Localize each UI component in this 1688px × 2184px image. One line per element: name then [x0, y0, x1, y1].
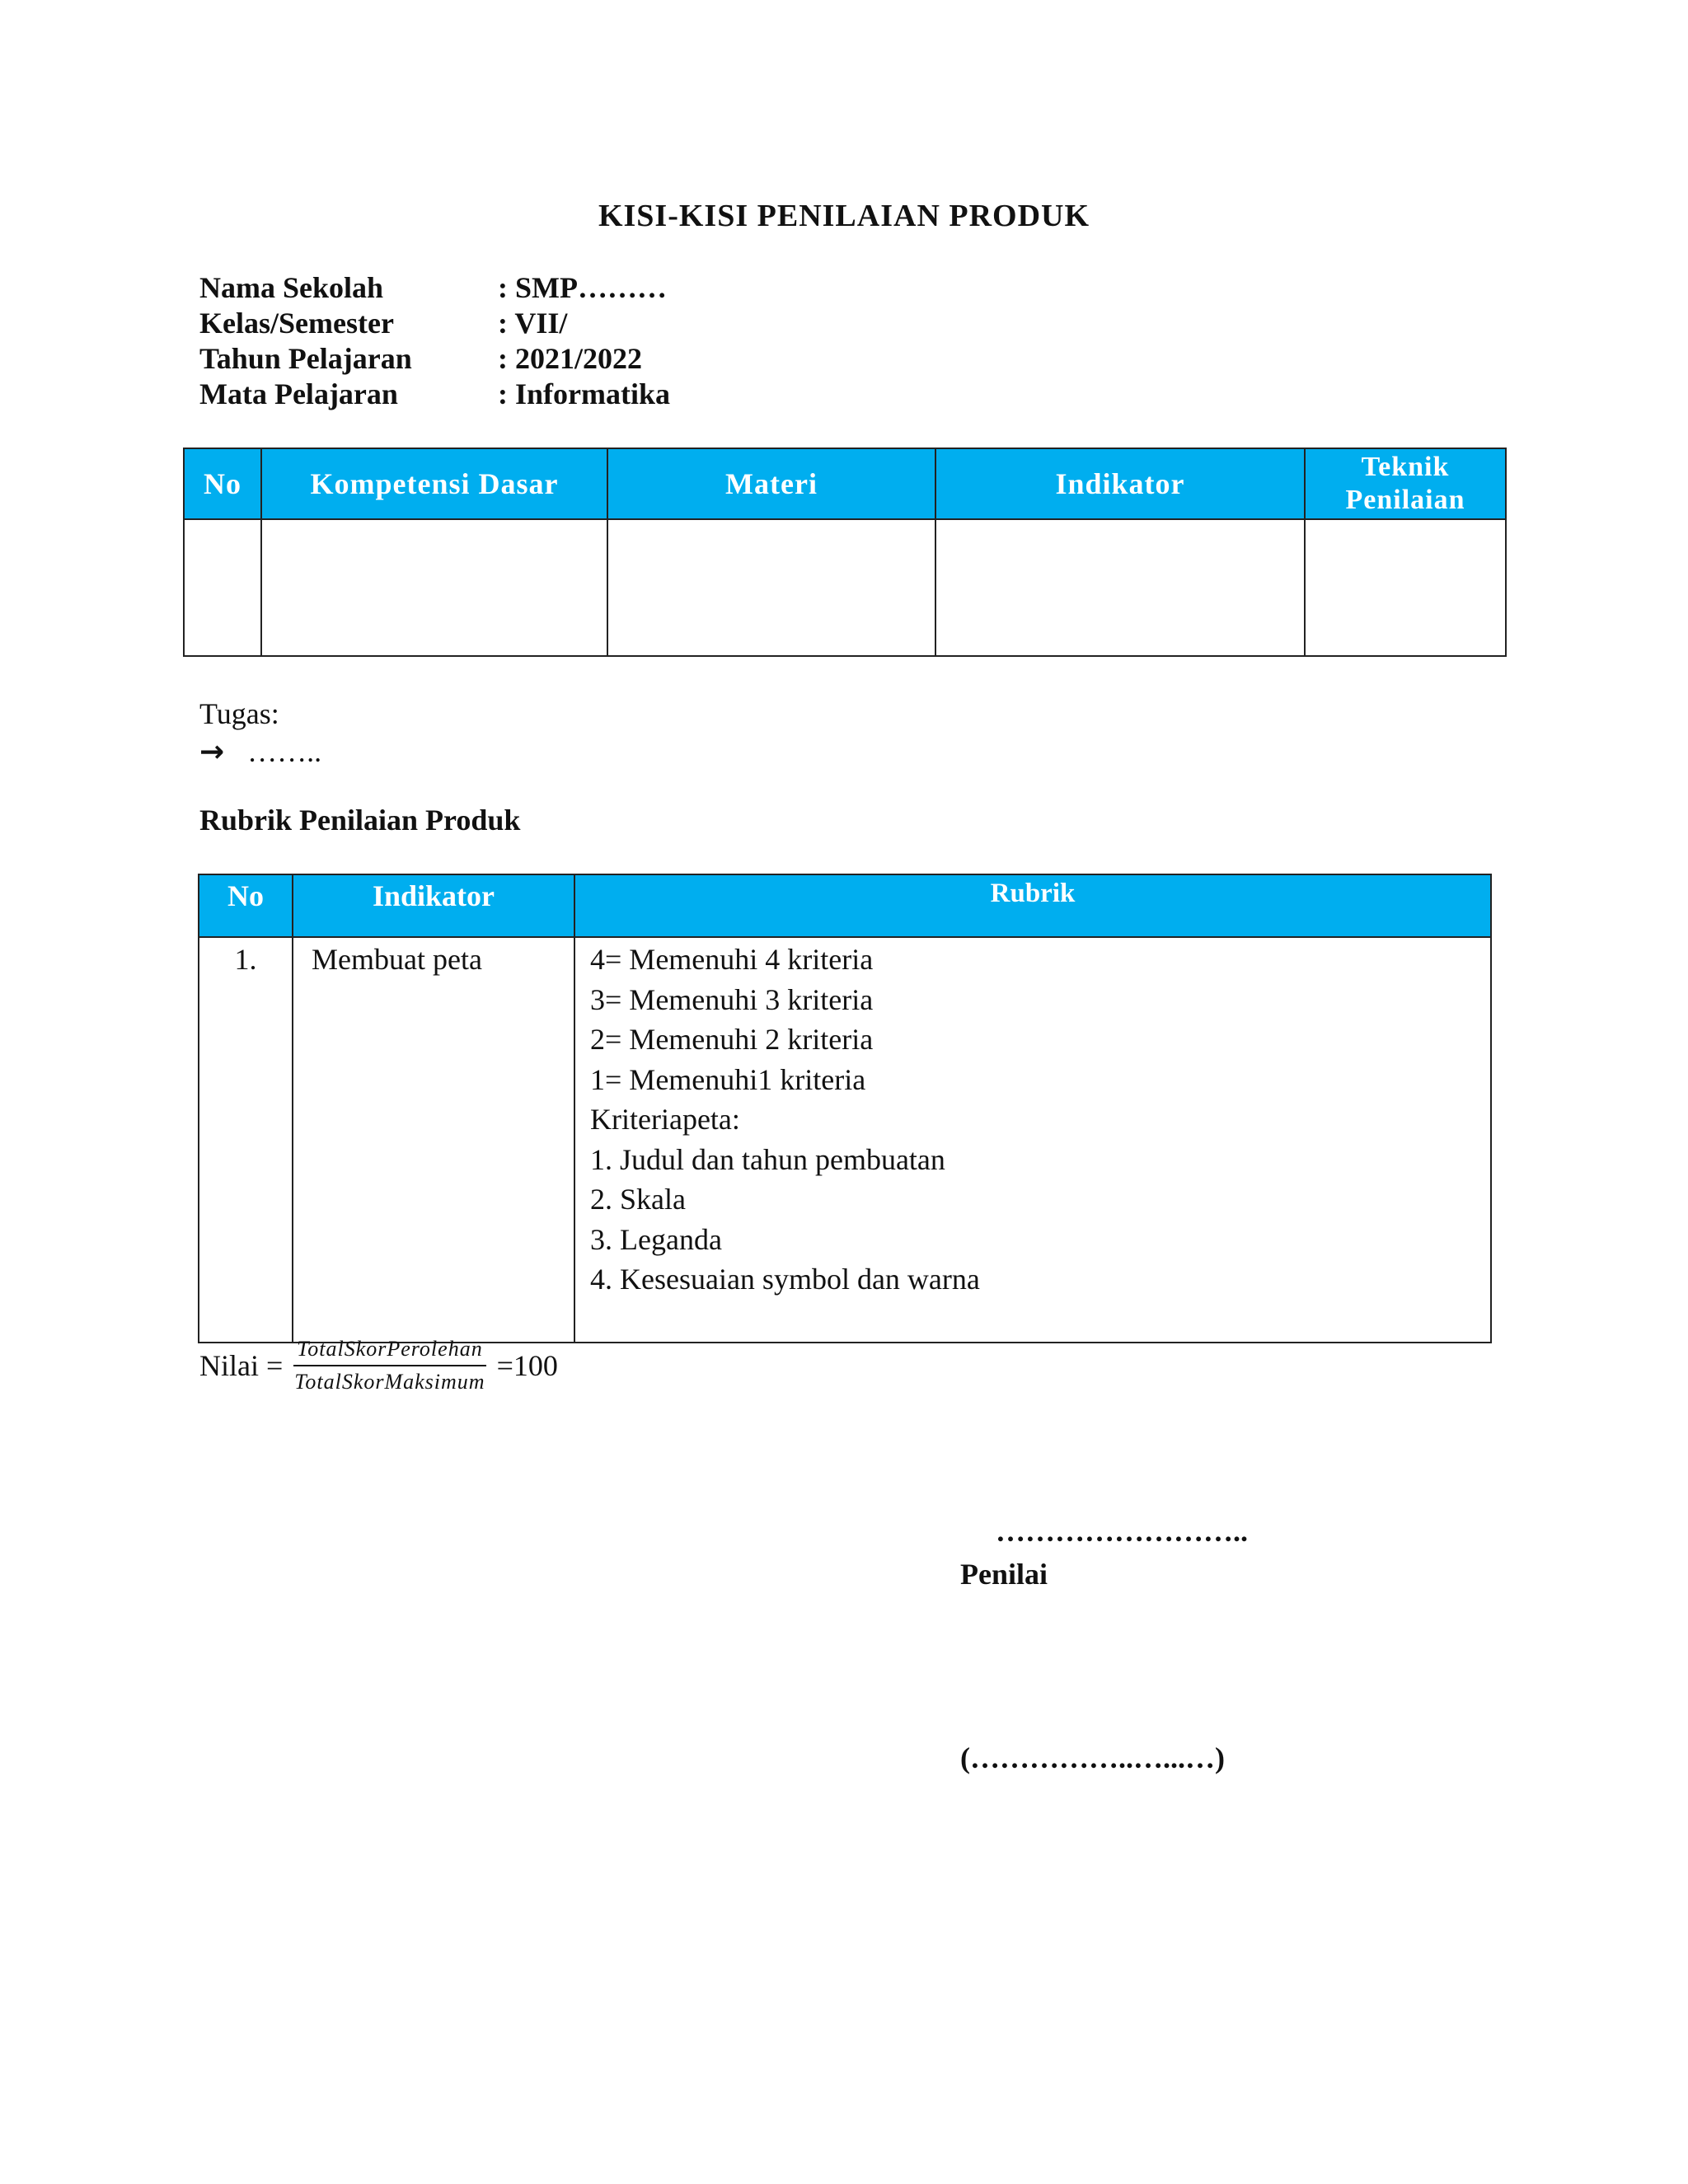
info-row-subject — [199, 377, 670, 412]
info-label: Kelas/Semester — [199, 307, 394, 340]
document-title: KISI-KISI PENILAIAN PRODUK — [598, 199, 1090, 233]
signature-place-date: …………………….. — [996, 1515, 1248, 1548]
rubrik-title: Rubrik Penilaian Produk — [199, 804, 521, 837]
info-value: : Informatika — [498, 377, 670, 410]
header-indikator: Indikator — [935, 448, 1305, 519]
rubrik-line: 3= Memenuhi 3 kriteria — [590, 982, 874, 1016]
header-rubrik: Rubrik — [574, 874, 1491, 937]
table-cell — [935, 519, 1305, 656]
fraction-numerator: TotalSkorPerolehan — [293, 1337, 486, 1366]
tugas-label: Tugas: — [199, 697, 279, 730]
row-no: 1. — [199, 937, 293, 1343]
rubrik-line: 1= Memenuhi1 kriteria — [590, 1062, 866, 1096]
nilai-suffix: =100 — [496, 1349, 558, 1382]
nilai-formula — [199, 1337, 558, 1394]
tugas-value: …….. — [247, 735, 322, 768]
kisi-table — [183, 448, 1507, 657]
info-value: : SMP……… — [498, 271, 667, 304]
signature-role: Penilai — [960, 1558, 1048, 1591]
header-teknik-penilaian — [1305, 448, 1506, 519]
header-indikator: Indikator — [293, 874, 574, 937]
table-row — [199, 937, 1491, 1343]
kisi-empty-row — [184, 519, 1506, 656]
info-row-school — [199, 270, 670, 306]
info-row-class — [199, 306, 670, 341]
info-row-year — [199, 341, 670, 377]
row-rubrik — [574, 937, 1491, 1343]
nilai-fraction — [291, 1337, 488, 1394]
tugas-section — [199, 695, 321, 771]
header-no: No — [199, 874, 293, 937]
header-kompetensi-dasar: Kompetensi Dasar — [261, 448, 607, 519]
info-label: Mata Pelajaran — [199, 377, 398, 410]
row-indikator: Membuat peta — [293, 937, 574, 1343]
header-teknik-line2: Penilaian — [1345, 485, 1465, 515]
header-no: No — [184, 448, 261, 519]
arrow-right-icon: → — [199, 735, 225, 769]
rubrik-line: 2. Skala — [590, 1183, 686, 1216]
info-value: : VII/ — [498, 307, 568, 340]
table-cell — [184, 519, 261, 656]
table-cell — [261, 519, 607, 656]
nilai-label: Nilai = — [199, 1349, 284, 1382]
rubrik-line: 4= Memenuhi 4 kriteria — [590, 943, 874, 976]
info-label: Tahun Pelajaran — [199, 342, 412, 375]
tugas-item — [199, 733, 321, 771]
info-label: Nama Sekolah — [199, 271, 384, 304]
rubrik-line: 3. Leganda — [590, 1222, 722, 1256]
rubrik-header-row — [199, 874, 1491, 937]
table-cell — [1305, 519, 1506, 656]
fraction-denominator: TotalSkorMaksimum — [294, 1370, 485, 1394]
kisi-header-row — [184, 448, 1506, 519]
school-info — [199, 270, 670, 412]
signature-name: (……………..…...…) — [960, 1741, 1225, 1774]
table-cell — [607, 519, 935, 656]
rubrik-line: 4. Kesesuaian symbol dan warna — [590, 1263, 980, 1296]
rubrik-line: 2= Memenuhi 2 kriteria — [590, 1023, 874, 1056]
header-materi: Materi — [607, 448, 935, 519]
rubrik-line: 1. Judul dan tahun pembuatan — [590, 1142, 945, 1176]
rubrik-table — [198, 874, 1492, 1343]
signature-block — [960, 1510, 1248, 1596]
info-value: : 2021/2022 — [498, 342, 642, 375]
header-teknik-line1: Teknik — [1361, 452, 1450, 482]
rubrik-line: Kriteriapeta: — [590, 1103, 740, 1136]
